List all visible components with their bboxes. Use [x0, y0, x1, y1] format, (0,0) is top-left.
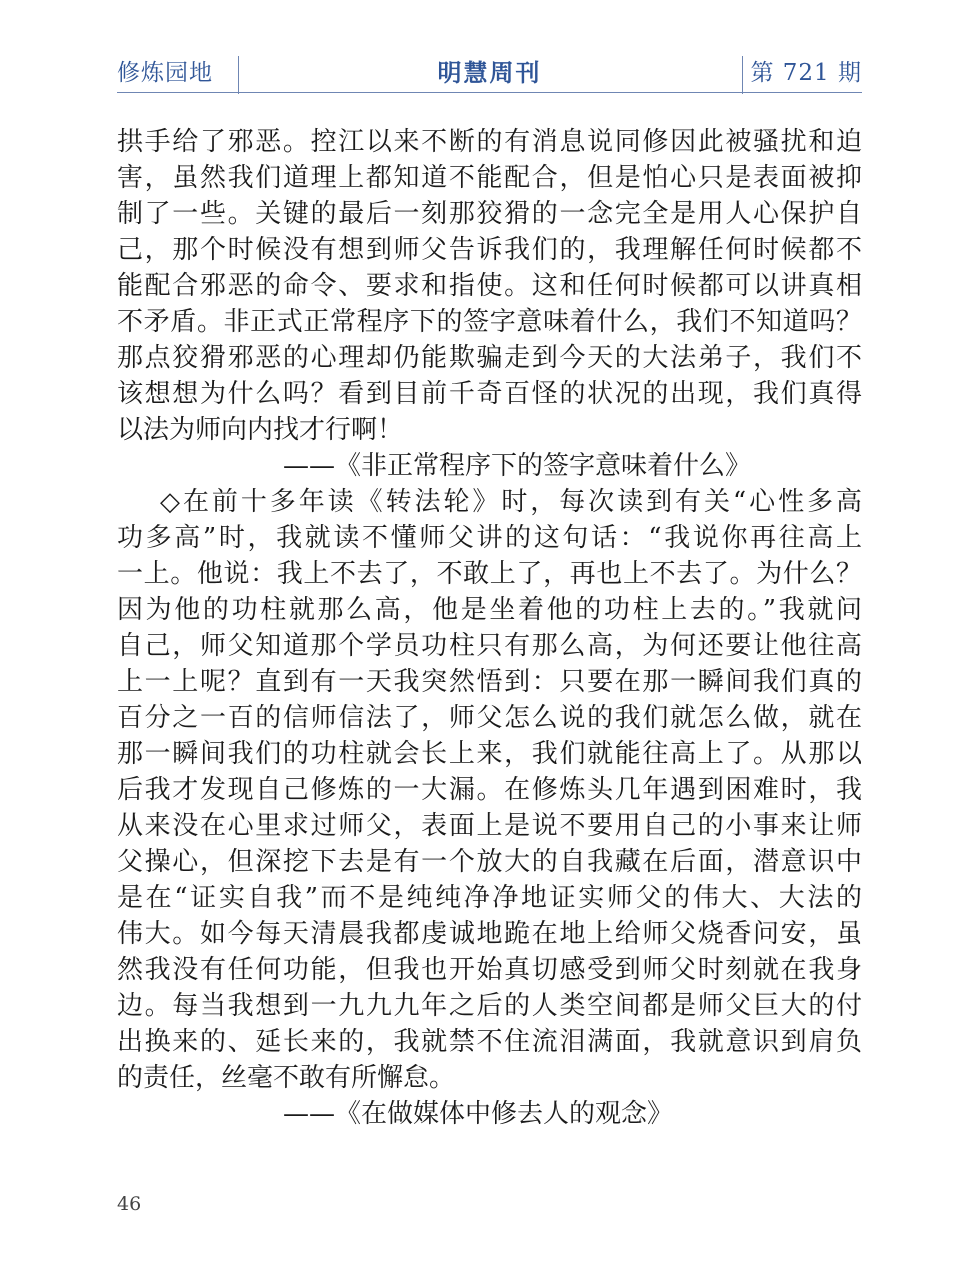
- header-divider-right: [742, 56, 743, 94]
- text-line: 的责任，丝毫不敢有所懈怠。: [117, 1063, 456, 1093]
- text-line: 以法为师向内找才行啊！: [117, 415, 404, 445]
- running-header: [117, 48, 862, 93]
- text-line: 该想想为什么吗？看到目前千奇百怪的状况的出现，我们真得: [117, 379, 862, 409]
- text-line: 从来没在心里求过师父，表面上是说不要用自己的小事来让师: [117, 811, 862, 841]
- text-line: 能配合邪恶的命令、要求和指使。这和任何时候都可以讲真相: [117, 271, 862, 301]
- article-attribution: ——《在做媒体中修去人的观念》: [283, 1099, 674, 1129]
- text-line: 因为他的功柱就那么高，他是坐着他的功柱上去的。”我就问: [117, 595, 862, 625]
- issue-number: 第 721 期: [750, 60, 862, 86]
- text-line: 出换来的、延长来的，我就禁不住流泪满面，我就意识到肩负: [117, 1027, 862, 1057]
- text-line: 那一瞬间我们的功柱就会长上来，我们就能往高上了。从那以: [117, 739, 862, 769]
- text-line: 不矛盾。非正式正常程序下的签字意味着什么，我们不知道吗？: [117, 307, 862, 337]
- section-title: 修炼园地: [117, 60, 213, 86]
- text-line: 那点狡猾邪恶的心理却仍能欺骗走到今天的大法弟子，我们不: [117, 343, 862, 373]
- text-line: 制了一些。关键的最后一刻那狡猾的一念完全是用人心保护自: [117, 199, 862, 229]
- text-line: 父操心，但深挖下去是有一个放大的自我藏在后面，潜意识中: [117, 847, 862, 877]
- text-line: 边。每当我想到一九九九年之后的人类空间都是师父巨大的付: [117, 991, 862, 1021]
- page-number: 46: [117, 1193, 142, 1215]
- text-line: 百分之一百的信师信法了，师父怎么说的我们就怎么做，就在: [117, 703, 862, 733]
- text-line: 伟大。如今每天清晨我都虔诚地跪在地上给师父烧香问安，虽: [117, 919, 862, 949]
- text-line: 拱手给了邪恶。控江以来不断的有消息说同修因此被骚扰和迫: [117, 127, 862, 157]
- text-line: 自己，师父知道那个学员功柱只有那么高，为何还要让他往高: [117, 631, 862, 661]
- article-body: [117, 124, 862, 1132]
- text-line: 上一上呢？直到有一天我突然悟到：只要在那一瞬间我们真的: [117, 667, 862, 697]
- text-line: ◇在前十多年读《转法轮》时，每次读到有关“心性多高: [160, 487, 862, 517]
- publication-title: 明慧周刊: [437, 59, 542, 87]
- article-attribution: ——《非正常程序下的签字意味着什么》: [283, 451, 752, 481]
- text-line: 功多高”时，我就读不懂师父讲的这句话：“我说你再往高上: [117, 523, 862, 553]
- text-line: 害，虽然我们道理上都知道不能配合，但是怕心只是表面被抑: [117, 163, 862, 193]
- text-line: 是在“证实自我”而不是纯纯净净地证实师父的伟大、大法的: [117, 883, 862, 913]
- text-line: 一上。他说：我上不去了，不敢上了，再也上不去了。为什么？: [117, 559, 862, 589]
- text-line: 然我没有任何功能，但我也开始真切感受到师父时刻就在我身: [117, 955, 862, 985]
- text-line: 后我才发现自己修炼的一大漏。在修炼头几年遇到困难时，我: [117, 775, 862, 805]
- text-line: 己，那个时候没有想到师父告诉我们的，我理解任何时候都不: [117, 235, 862, 265]
